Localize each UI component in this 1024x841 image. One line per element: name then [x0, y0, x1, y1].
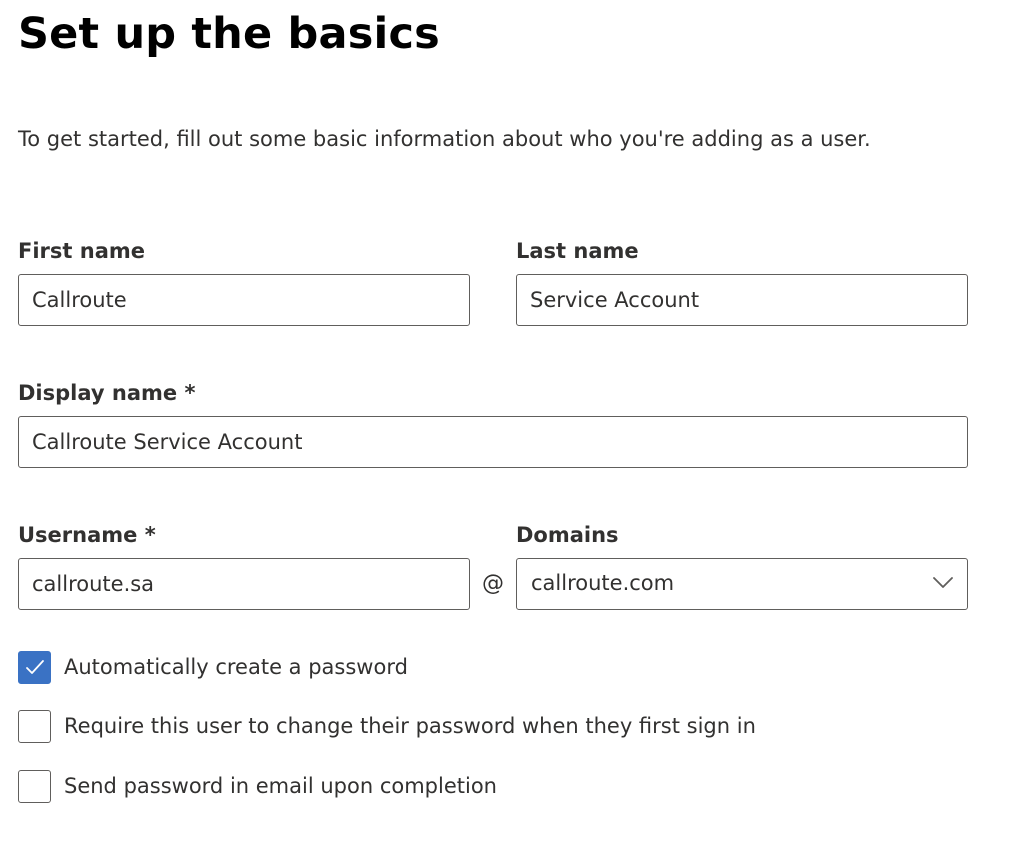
auto-create-password-label: Automatically create a password — [64, 655, 408, 679]
chevron-down-icon — [933, 576, 953, 590]
domains-dropdown[interactable] — [516, 558, 968, 610]
checkmark-icon — [25, 659, 45, 676]
page-title: Set up the basics — [18, 9, 440, 59]
display-name-input[interactable] — [18, 416, 968, 468]
send-password-email-checkbox[interactable] — [18, 770, 51, 803]
domains-label: Domains — [516, 523, 619, 547]
last-name-label: Last name — [516, 239, 639, 263]
last-name-input[interactable] — [516, 274, 968, 326]
display-name-label: Display name * — [18, 381, 196, 405]
auto-create-password-checkbox[interactable] — [18, 651, 51, 684]
require-password-change-label: Require this user to change their password when they first sign in — [64, 714, 756, 738]
domains-selected-value: callroute.com — [531, 571, 675, 595]
require-password-change-checkbox[interactable] — [18, 710, 51, 743]
username-input[interactable] — [18, 558, 470, 610]
username-label: Username * — [18, 523, 156, 547]
first-name-input[interactable] — [18, 274, 470, 326]
first-name-label: First name — [18, 239, 145, 263]
at-symbol: @ — [482, 571, 504, 596]
send-password-email-label: Send password in email upon completion — [64, 774, 497, 798]
intro-text: To get started, fill out some basic information about who you're adding as a user. — [18, 127, 871, 151]
